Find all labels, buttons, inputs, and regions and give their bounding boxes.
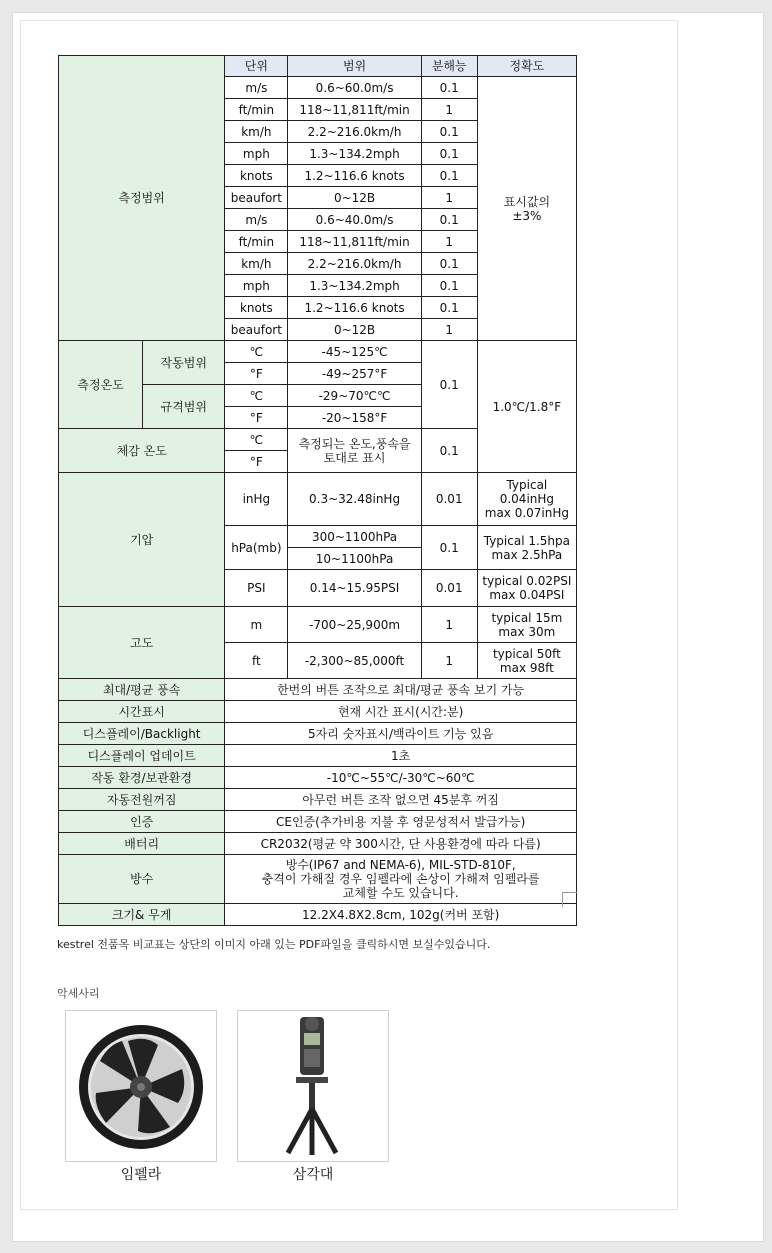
feature-value: CR2032(평균 약 300시간, 단 사용환경에 따라 다름): [225, 833, 577, 855]
tripod-image[interactable]: [237, 1010, 389, 1162]
wind-range: 2.2~216.0km/h: [288, 121, 421, 143]
temp-unit: °F: [225, 363, 288, 385]
temp-resolution: 0.1: [421, 341, 477, 429]
wind-resolution: 0.1: [421, 77, 477, 99]
feature-label: 디스플레이/Backlight: [59, 723, 225, 745]
altitude-resolution: 1: [421, 607, 477, 643]
wind-resolution: 0.1: [421, 165, 477, 187]
pressure-accuracy: Typical 0.04inHg max 0.07inHg: [477, 473, 576, 526]
wind-resolution: 0.1: [421, 121, 477, 143]
wind-unit: km/h: [225, 253, 288, 275]
accessories-title: 악세사리: [57, 987, 100, 1000]
wind-unit: ft/min: [225, 99, 288, 121]
wind-unit: m/s: [225, 77, 288, 99]
wind-unit: m/s: [225, 209, 288, 231]
pressure-range: 0.14~15.95PSI: [288, 570, 421, 607]
pressure-unit: inHg: [225, 473, 288, 526]
wind-resolution: 1: [421, 99, 477, 121]
header-unit: 단위: [225, 56, 288, 77]
temp-range: -45~125℃: [288, 341, 421, 363]
feature-label: 시간표시: [59, 701, 225, 723]
temp-accuracy: 1.0℃/1.8°F: [477, 341, 576, 473]
wind-unit: km/h: [225, 121, 288, 143]
wind-label-cell: 측정범위: [59, 56, 225, 341]
wind-resolution: 0.1: [421, 143, 477, 165]
wind-range: 1.3~134.2mph: [288, 143, 421, 165]
altitude-range: -700~25,900m: [288, 607, 421, 643]
wind-unit: knots: [225, 297, 288, 319]
header-resolution: 분해능: [421, 56, 477, 77]
wind-resolution: 0.1: [421, 297, 477, 319]
temp-range: -29~70℃℃: [288, 385, 421, 407]
temp-range: -20~158°F: [288, 407, 421, 429]
wind-range: 1.3~134.2mph: [288, 275, 421, 297]
feels-range: 측정되는 온도,풍속을 토대로 표시: [288, 429, 421, 473]
feature-label: 작동 환경/보관환경: [59, 767, 225, 789]
wind-resolution: 0.1: [421, 209, 477, 231]
altitude-unit: ft: [225, 643, 288, 679]
waterproof-value: 방수(IP67 and NEMA-6), MIL-STD-810F, 충격이 가해질 경우 임펠라에 손상이 가해져 임펠라를 교체할 수도 있습니다.: [225, 855, 577, 904]
comparison-note: kestrel 전품목 비교표는 상단의 이미지 아래 있는 PDF파일을 클릭하시면 보실수있습니다.: [57, 938, 491, 951]
altitude-accuracy: typical 15m max 30m: [477, 607, 576, 643]
impeller-caption: 임펠라: [120, 1167, 162, 1183]
impeller-image[interactable]: [65, 1010, 217, 1162]
feature-value: 5자리 숫자표시/백라이트 기능 있음: [225, 723, 577, 745]
wind-range: 0~12B: [288, 319, 421, 341]
feels-unit: °F: [225, 451, 288, 473]
feels-resolution: 0.1: [421, 429, 477, 473]
wind-range: 118~11,811ft/min: [288, 99, 421, 121]
feature-label: 배터리: [59, 833, 225, 855]
wind-unit: beaufort: [225, 319, 288, 341]
altitude-range: -2,300~85,000ft: [288, 643, 421, 679]
pressure-unit: PSI: [225, 570, 288, 607]
altitude-accuracy: typical 50ft max 98ft: [477, 643, 576, 679]
pressure-resolution: 0.01: [421, 570, 477, 607]
temp-unit: ℃: [225, 385, 288, 407]
wind-accuracy: 표시값의 ±3%: [477, 77, 576, 341]
feature-value: CE인증(추가비용 지불 후 영문성적서 발급가능): [225, 811, 577, 833]
size-value: 12.2X4.8X2.8cm, 102g(커버 포함): [225, 904, 577, 926]
wind-range: 1.2~116.6 knots: [288, 297, 421, 319]
feature-label: 최대/평균 풍속: [59, 679, 225, 701]
wind-range: 0.6~40.0m/s: [288, 209, 421, 231]
feature-value: -10℃~55℃/-30℃~60℃: [225, 767, 577, 789]
pressure-resolution: 0.01: [421, 473, 477, 526]
feels-unit: ℃: [225, 429, 288, 451]
pressure-label: 기압: [59, 473, 225, 607]
wind-resolution: 1: [421, 319, 477, 341]
temp-spec-label: 규격범위: [143, 385, 225, 429]
wind-resolution: 1: [421, 231, 477, 253]
feature-label: 디스플레이 업데이트: [59, 745, 225, 767]
tripod-caption: 삼각대: [292, 1167, 334, 1183]
feature-label: 인증: [59, 811, 225, 833]
spec-table: [58, 55, 577, 926]
wind-resolution: 1: [421, 187, 477, 209]
pressure-accuracy: typical 0.02PSI max 0.04PSI: [477, 570, 576, 607]
feature-value: 아무런 버튼 조작 없으면 45분후 꺼짐: [225, 789, 577, 811]
wind-range: 2.2~216.0km/h: [288, 253, 421, 275]
pressure-resolution: 0.1: [421, 526, 477, 570]
wind-unit: mph: [225, 275, 288, 297]
impeller-icon: [66, 1011, 216, 1161]
tripod-icon: [238, 1011, 388, 1161]
feature-value: 한번의 버튼 조작으로 최대/평균 풍속 보기 가능: [225, 679, 577, 701]
pressure-range: 10~1100hPa: [288, 548, 421, 570]
waterproof-label: 방수: [59, 855, 225, 904]
feature-value: 1초: [225, 745, 577, 767]
pressure-range: 300~1100hPa: [288, 526, 421, 548]
pressure-range: 0.3~32.48inHg: [288, 473, 421, 526]
header-accuracy: 정확도: [477, 56, 576, 77]
temp-label: 측정온도: [59, 341, 143, 429]
wind-resolution: 0.1: [421, 275, 477, 297]
wind-resolution: 0.1: [421, 253, 477, 275]
wind-unit: mph: [225, 143, 288, 165]
wind-unit: ft/min: [225, 231, 288, 253]
wind-unit: beaufort: [225, 187, 288, 209]
size-label: 크기& 무게: [59, 904, 225, 926]
altitude-label: 고도: [59, 607, 225, 679]
pressure-accuracy: Typical 1.5hpa max 2.5hPa: [477, 526, 576, 570]
wind-range: 118~11,811ft/min: [288, 231, 421, 253]
temp-unit: ℃: [225, 341, 288, 363]
altitude-unit: m: [225, 607, 288, 643]
altitude-resolution: 1: [421, 643, 477, 679]
header-range: 범위: [288, 56, 421, 77]
wind-range: 0~12B: [288, 187, 421, 209]
wind-unit: knots: [225, 165, 288, 187]
feels-label: 체감 온도: [59, 429, 225, 473]
wind-range: 0.6~60.0m/s: [288, 77, 421, 99]
temp-operating-label: 작동범위: [143, 341, 225, 385]
temp-range: -49~257°F: [288, 363, 421, 385]
feature-value: 현재 시간 표시(시간:분): [225, 701, 577, 723]
pressure-unit: hPa(mb): [225, 526, 288, 570]
wind-range: 1.2~116.6 knots: [288, 165, 421, 187]
temp-unit: °F: [225, 407, 288, 429]
feature-label: 자동전원꺼짐: [59, 789, 225, 811]
corner-mark: [562, 892, 577, 907]
